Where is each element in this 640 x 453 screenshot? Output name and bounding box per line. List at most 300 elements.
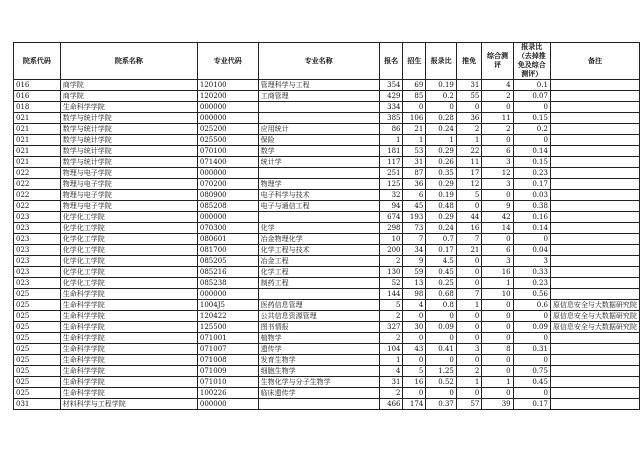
- table-cell: 数学与统计学院: [60, 135, 197, 146]
- table-cell: 0: [456, 322, 482, 333]
- table-cell: 0.29: [426, 212, 457, 223]
- table-cell: 0.19: [426, 80, 457, 91]
- table-cell: 39: [482, 399, 513, 410]
- table-cell: 6: [403, 190, 426, 201]
- table-row: [14, 124, 640, 135]
- table-cell: 电子与通信工程: [258, 201, 379, 212]
- table-cell: 1: [482, 278, 513, 289]
- table-cell: 070300: [197, 223, 258, 234]
- table-cell: 0: [403, 388, 426, 399]
- table-cell: 17: [456, 168, 482, 179]
- table-cell: 0: [456, 102, 482, 113]
- table-cell: 022: [14, 190, 61, 201]
- table-cell: 16: [482, 267, 513, 278]
- table-cell: 电子科学与技术: [258, 190, 379, 201]
- table-cell: 466: [379, 399, 403, 410]
- table-cell: 原信息安全与大数据研究院: [550, 311, 639, 322]
- table-cell: 36: [456, 113, 482, 124]
- table-row: [14, 322, 640, 333]
- table-cell: 0.8: [426, 300, 457, 311]
- table-cell: 44: [456, 212, 482, 223]
- table-cell: 2: [379, 333, 403, 344]
- table-row: [14, 245, 640, 256]
- table-cell: [258, 168, 379, 179]
- table-cell: 物理学: [258, 179, 379, 190]
- table-cell: 070200: [197, 179, 258, 190]
- table-cell: 0.03: [513, 190, 550, 201]
- table-cell: 1: [482, 377, 513, 388]
- table-cell: [550, 102, 639, 113]
- table-cell: [550, 179, 639, 190]
- header-row: [14, 43, 640, 80]
- table-cell: 0.14: [513, 146, 550, 157]
- table-cell: [550, 91, 639, 102]
- table-body: [14, 80, 640, 410]
- table-cell: 354: [379, 80, 403, 91]
- table-row: [14, 377, 640, 388]
- table-cell: 085205: [197, 256, 258, 267]
- table-cell: 023: [14, 267, 61, 278]
- table-cell: 000000: [197, 399, 258, 410]
- table-cell: 86: [379, 124, 403, 135]
- table-cell: [550, 168, 639, 179]
- table-cell: 193: [403, 212, 426, 223]
- table-cell: 000000: [197, 168, 258, 179]
- table-cell: 2: [379, 388, 403, 399]
- table-cell: 023: [14, 245, 61, 256]
- table-cell: 120422: [197, 311, 258, 322]
- table-cell: 025200: [197, 124, 258, 135]
- table-cell: 022: [14, 201, 61, 212]
- table-cell: 0.75: [513, 366, 550, 377]
- table-cell: 制药工程: [258, 278, 379, 289]
- table-cell: 025: [14, 322, 61, 333]
- table-cell: 071009: [197, 366, 258, 377]
- table-cell: 0.33: [513, 267, 550, 278]
- table-cell: 080601: [197, 234, 258, 245]
- table-cell: 细胞生物学: [258, 366, 379, 377]
- table-cell: [258, 113, 379, 124]
- col-header: 综合测评: [482, 43, 513, 80]
- table-cell: [550, 190, 639, 201]
- table-cell: 0: [513, 355, 550, 366]
- table-cell: 025: [14, 300, 61, 311]
- table-cell: 0: [513, 102, 550, 113]
- table-cell: 021: [14, 113, 61, 124]
- table-cell: 遗传学: [258, 344, 379, 355]
- table-cell: 0: [426, 388, 457, 399]
- table-cell: 021: [14, 124, 61, 135]
- table-cell: 025: [14, 344, 61, 355]
- table-cell: 9: [403, 256, 426, 267]
- table-cell: 生命科学学院: [60, 377, 197, 388]
- table-cell: 31: [456, 80, 482, 91]
- table-cell: 10: [379, 234, 403, 245]
- table-cell: 0.1: [513, 80, 550, 91]
- table-cell: 临床遗传学: [258, 388, 379, 399]
- table-cell: 材料科学与工程学院: [60, 399, 197, 410]
- table-cell: 0.23: [513, 278, 550, 289]
- table-cell: 生命科学学院: [60, 366, 197, 377]
- table-cell: 2: [482, 91, 513, 102]
- table-row: [14, 344, 640, 355]
- table-cell: 125: [379, 179, 403, 190]
- table-cell: 1: [456, 135, 482, 146]
- table-cell: [550, 256, 639, 267]
- table-row: [14, 388, 640, 399]
- table-cell: 11: [456, 157, 482, 168]
- table-cell: 数学: [258, 146, 379, 157]
- table-cell: 公共信息资源管理: [258, 311, 379, 322]
- table-cell: 000000: [197, 102, 258, 113]
- table-cell: 冶金物理化学: [258, 234, 379, 245]
- table-cell: 1: [456, 377, 482, 388]
- table-cell: 025500: [197, 135, 258, 146]
- table-cell: 117: [379, 157, 403, 168]
- table-cell: 植物学: [258, 333, 379, 344]
- table-row: [14, 146, 640, 157]
- table-cell: 医药信息管理: [258, 300, 379, 311]
- table-cell: 0.45: [426, 267, 457, 278]
- table-cell: [550, 124, 639, 135]
- table-cell: 3: [482, 179, 513, 190]
- table-cell: 016: [14, 91, 61, 102]
- table-cell: 1: [456, 300, 482, 311]
- table-cell: 0: [456, 267, 482, 278]
- table-cell: 021: [14, 157, 61, 168]
- table-cell: 98: [403, 289, 426, 300]
- table-cell: 0: [513, 234, 550, 245]
- table-cell: 生命科学学院: [60, 344, 197, 355]
- table-cell: 7: [456, 234, 482, 245]
- table-cell: 85: [403, 91, 426, 102]
- table-cell: 3: [513, 256, 550, 267]
- table-cell: 327: [379, 322, 403, 333]
- table-cell: 5: [379, 300, 403, 311]
- table-cell: 6: [482, 146, 513, 157]
- table-cell: 000000: [197, 113, 258, 124]
- table-cell: 图书情报: [258, 322, 379, 333]
- table-row: [14, 190, 640, 201]
- table-cell: 59: [403, 267, 426, 278]
- table-cell: 071010: [197, 377, 258, 388]
- table-cell: 4: [379, 366, 403, 377]
- table-cell: 0: [482, 322, 513, 333]
- table-cell: 334: [379, 102, 403, 113]
- table-cell: 000000: [197, 289, 258, 300]
- table-cell: 025: [14, 311, 61, 322]
- table-cell: [258, 102, 379, 113]
- table-cell: 生命科学学院: [60, 322, 197, 333]
- table-cell: 025: [14, 388, 61, 399]
- table-cell: 0: [482, 366, 513, 377]
- table-cell: [550, 234, 639, 245]
- table-cell: 生命科学学院: [60, 300, 197, 311]
- table-cell: 73: [403, 223, 426, 234]
- table-cell: 4: [403, 300, 426, 311]
- table-cell: 125500: [197, 322, 258, 333]
- table-cell: 0.2: [426, 91, 457, 102]
- table-cell: 原信息安全与大数据研究院: [550, 322, 639, 333]
- table-cell: 021: [14, 135, 61, 146]
- table-cell: [550, 267, 639, 278]
- table-cell: 52: [379, 278, 403, 289]
- table-cell: 0.24: [426, 124, 457, 135]
- table-cell: 物理与电子学院: [60, 179, 197, 190]
- table-cell: 0.37: [426, 399, 457, 410]
- table-row: [14, 267, 640, 278]
- table-cell: 251: [379, 168, 403, 179]
- table-cell: 0.14: [513, 223, 550, 234]
- table-cell: 023: [14, 256, 61, 267]
- table-cell: 0: [482, 300, 513, 311]
- table-cell: 16: [403, 377, 426, 388]
- table-cell: 统计学: [258, 157, 379, 168]
- table-cell: 0.56: [513, 289, 550, 300]
- table-cell: [550, 366, 639, 377]
- table-row: [14, 91, 640, 102]
- col-header: 报录比（去掉推免及综合测评）: [513, 43, 550, 80]
- table-cell: 物理与电子学院: [60, 190, 197, 201]
- table-row: [14, 256, 640, 267]
- table-cell: 0: [482, 135, 513, 146]
- table-cell: 0: [426, 355, 457, 366]
- table-cell: 13: [403, 278, 426, 289]
- table-cell: 071001: [197, 333, 258, 344]
- table-cell: 数学与统计学院: [60, 113, 197, 124]
- admission-table-wrapper: [13, 42, 640, 410]
- table-cell: 000000: [197, 212, 258, 223]
- table-cell: 0: [482, 388, 513, 399]
- table-cell: 0.48: [426, 201, 457, 212]
- table-cell: 30: [403, 322, 426, 333]
- table-cell: 106: [403, 113, 426, 124]
- table-cell: 2: [456, 124, 482, 135]
- table-cell: 31: [403, 157, 426, 168]
- table-cell: 0.6: [513, 300, 550, 311]
- table-cell: [550, 399, 639, 410]
- table-cell: 7: [403, 234, 426, 245]
- table-cell: 085216: [197, 267, 258, 278]
- table-cell: 031: [14, 399, 61, 410]
- table-cell: 3: [482, 256, 513, 267]
- table-cell: 0.23: [513, 168, 550, 179]
- table-cell: 071400: [197, 157, 258, 168]
- table-cell: 2: [379, 256, 403, 267]
- table-cell: 0.35: [426, 168, 457, 179]
- table-cell: 0: [456, 278, 482, 289]
- table-cell: 生命科学学院: [60, 388, 197, 399]
- col-header: 推免: [456, 43, 482, 80]
- table-cell: 化学化工学院: [60, 267, 197, 278]
- table-cell: 22: [456, 146, 482, 157]
- table-cell: 0.17: [513, 179, 550, 190]
- table-cell: 21: [403, 124, 426, 135]
- table-cell: 385: [379, 113, 403, 124]
- table-cell: 0: [482, 190, 513, 201]
- table-cell: [258, 212, 379, 223]
- table-cell: 工商管理: [258, 91, 379, 102]
- table-cell: 53: [403, 146, 426, 157]
- table-row: [14, 333, 640, 344]
- table-cell: [550, 388, 639, 399]
- table-row: [14, 300, 640, 311]
- table-cell: 32: [379, 190, 403, 201]
- table-cell: 9: [482, 201, 513, 212]
- table-cell: [258, 399, 379, 410]
- table-cell: 0.15: [513, 113, 550, 124]
- table-cell: [550, 278, 639, 289]
- table-cell: 7: [456, 289, 482, 300]
- table-cell: [550, 355, 639, 366]
- table-row: [14, 157, 640, 168]
- table-cell: 025: [14, 366, 61, 377]
- table-cell: 原信息安全与大数据研究院: [550, 300, 639, 311]
- table-cell: 0.7: [426, 234, 457, 245]
- table-cell: 3: [482, 157, 513, 168]
- col-header: 招生: [403, 43, 426, 80]
- table-cell: 0.68: [426, 289, 457, 300]
- table-cell: 应用统计: [258, 124, 379, 135]
- table-cell: 69: [403, 80, 426, 91]
- table-cell: 104: [379, 344, 403, 355]
- table-cell: 0: [482, 234, 513, 245]
- table-row: [14, 355, 640, 366]
- table-cell: 025: [14, 333, 61, 344]
- table-cell: 0.28: [426, 113, 457, 124]
- table-row: [14, 311, 640, 322]
- table-cell: 085238: [197, 278, 258, 289]
- table-cell: 11: [482, 113, 513, 124]
- table-cell: 0: [482, 311, 513, 322]
- table-cell: 071007: [197, 344, 258, 355]
- col-header: 备注: [550, 43, 639, 80]
- table-cell: 016: [14, 80, 61, 91]
- table-cell: 商学院: [60, 91, 197, 102]
- table-cell: 55: [456, 91, 482, 102]
- table-cell: 021: [14, 146, 61, 157]
- table-cell: 0.45: [513, 377, 550, 388]
- table-cell: 0.2: [513, 124, 550, 135]
- table-cell: 0.16: [513, 212, 550, 223]
- col-header: 专业名称: [258, 43, 379, 80]
- table-cell: 0: [513, 311, 550, 322]
- table-cell: 4: [482, 80, 513, 91]
- table-cell: 31: [379, 377, 403, 388]
- table-cell: 120100: [197, 80, 258, 91]
- table-cell: 34: [403, 245, 426, 256]
- table-cell: 023: [14, 212, 61, 223]
- table-cell: 化学化工学院: [60, 245, 197, 256]
- table-cell: 0.25: [426, 278, 457, 289]
- table-cell: 0: [403, 333, 426, 344]
- col-header: 报名: [379, 43, 403, 80]
- table-cell: 2: [482, 124, 513, 135]
- table-cell: 2: [456, 366, 482, 377]
- table-cell: 化学化工学院: [60, 256, 197, 267]
- table-cell: 生命科学学院: [60, 102, 197, 113]
- table-cell: 0: [426, 311, 457, 322]
- table-cell: 0.09: [513, 322, 550, 333]
- table-cell: 发育生物学: [258, 355, 379, 366]
- table-cell: 0: [403, 102, 426, 113]
- table-cell: 4.5: [426, 256, 457, 267]
- table-cell: 0: [482, 355, 513, 366]
- table-row: [14, 168, 640, 179]
- table-cell: 数学与统计学院: [60, 157, 197, 168]
- table-cell: 36: [403, 179, 426, 190]
- table-cell: 12: [456, 179, 482, 190]
- table-cell: 87: [403, 168, 426, 179]
- table-cell: 45: [403, 201, 426, 212]
- table-cell: 57: [456, 399, 482, 410]
- table-cell: 化学: [258, 223, 379, 234]
- table-cell: 冶金工程: [258, 256, 379, 267]
- table-cell: 080900: [197, 190, 258, 201]
- table-cell: [550, 157, 639, 168]
- table-cell: 0.41: [426, 344, 457, 355]
- table-row: [14, 399, 640, 410]
- table-cell: 023: [14, 278, 61, 289]
- table-cell: 0: [482, 102, 513, 113]
- table-cell: 1: [379, 135, 403, 146]
- table-cell: 化学化工学院: [60, 212, 197, 223]
- table-cell: 298: [379, 223, 403, 234]
- table-cell: [550, 333, 639, 344]
- table-cell: 144: [379, 289, 403, 300]
- table-cell: 071008: [197, 355, 258, 366]
- table-cell: 022: [14, 179, 61, 190]
- table-cell: 0.26: [426, 157, 457, 168]
- table-row: [14, 223, 640, 234]
- table-row: [14, 212, 640, 223]
- table-cell: 8: [482, 344, 513, 355]
- table-cell: 022: [14, 168, 61, 179]
- table-cell: 0.38: [513, 201, 550, 212]
- table-cell: 0.15: [513, 157, 550, 168]
- table-cell: [550, 201, 639, 212]
- table-cell: 070100: [197, 146, 258, 157]
- table-cell: 管理科学与工程: [258, 80, 379, 91]
- table-cell: 化学化工学院: [60, 223, 197, 234]
- table-cell: 43: [403, 344, 426, 355]
- admission-table: [13, 42, 640, 410]
- table-row: [14, 289, 640, 300]
- table-cell: 14: [482, 223, 513, 234]
- table-cell: 0.07: [513, 91, 550, 102]
- table-cell: [550, 212, 639, 223]
- table-cell: 023: [14, 223, 61, 234]
- table-cell: 42: [482, 212, 513, 223]
- table-cell: 0.04: [513, 245, 550, 256]
- table-cell: 0.09: [426, 322, 457, 333]
- col-header: 院系代码: [14, 43, 61, 80]
- table-cell: 生物化学与分子生物学: [258, 377, 379, 388]
- table-cell: [550, 245, 639, 256]
- table-cell: 商学院: [60, 80, 197, 91]
- table-row: [14, 201, 640, 212]
- table-cell: 0: [403, 355, 426, 366]
- table-cell: 16: [456, 223, 482, 234]
- table-row: [14, 102, 640, 113]
- table-cell: 429: [379, 91, 403, 102]
- table-row: [14, 366, 640, 377]
- table-cell: 120200: [197, 91, 258, 102]
- table-cell: 21: [456, 245, 482, 256]
- table-cell: 0.31: [513, 344, 550, 355]
- table-cell: 0.17: [426, 245, 457, 256]
- table-cell: 0: [403, 311, 426, 322]
